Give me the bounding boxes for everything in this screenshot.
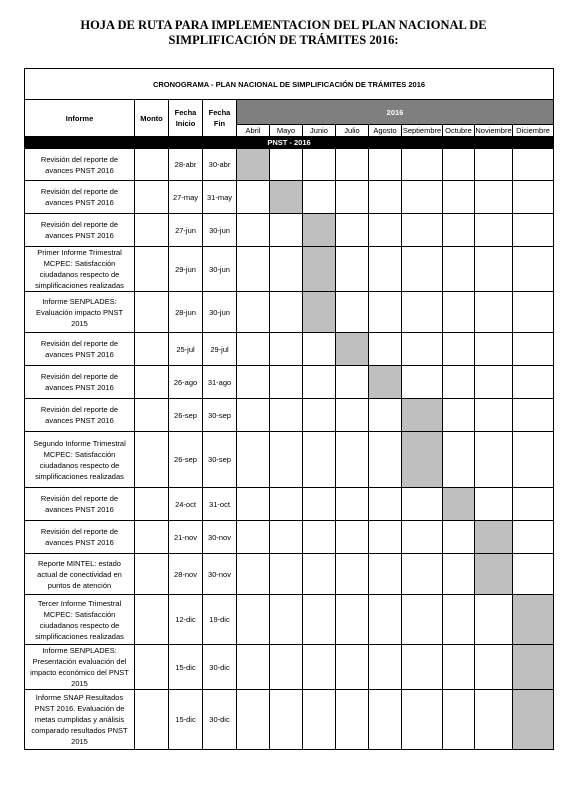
month-cell xyxy=(443,554,475,595)
task-end-date: 30-dic xyxy=(203,690,237,750)
month-cell xyxy=(369,645,402,690)
active-month-cell xyxy=(475,554,513,595)
month-cell xyxy=(513,366,554,399)
active-month-cell xyxy=(303,247,336,292)
month-cell xyxy=(513,333,554,366)
month-cell xyxy=(369,595,402,645)
month-cell xyxy=(402,292,443,333)
month-cell xyxy=(513,292,554,333)
active-month-cell xyxy=(402,432,443,488)
month-cell xyxy=(443,333,475,366)
month-header: Junio xyxy=(303,125,336,137)
month-cell xyxy=(270,521,303,554)
month-cell xyxy=(237,333,270,366)
month-cell xyxy=(402,521,443,554)
active-month-cell xyxy=(369,366,402,399)
task-start-date: 29-jun xyxy=(169,247,203,292)
month-cell xyxy=(336,214,369,247)
section-row xyxy=(25,137,554,149)
schedule-row xyxy=(25,366,554,399)
month-cell xyxy=(303,149,336,181)
month-cell xyxy=(369,432,402,488)
task-end-date: 19-dic xyxy=(203,595,237,645)
month-cell xyxy=(369,521,402,554)
month-cell xyxy=(270,399,303,432)
month-cell xyxy=(443,149,475,181)
task-start-date: 21-nov xyxy=(169,521,203,554)
header-monto: Monto xyxy=(135,100,169,137)
month-cell xyxy=(336,521,369,554)
title-line-2: SIMPLIFICACIÓN DE TRÁMITES 2016: xyxy=(168,33,399,47)
task-start-date: 15-dic xyxy=(169,645,203,690)
header-informe: Informe xyxy=(25,100,135,137)
month-cell xyxy=(369,214,402,247)
month-cell xyxy=(369,149,402,181)
month-cell xyxy=(237,432,270,488)
schedule-row xyxy=(25,645,554,690)
task-monto xyxy=(135,149,169,181)
month-header: Septiembre xyxy=(402,126,442,135)
task-monto xyxy=(135,399,169,432)
schedule-row xyxy=(25,149,554,181)
month-cell xyxy=(237,554,270,595)
month-cell xyxy=(237,690,270,750)
month-cell xyxy=(475,149,513,181)
month-cell xyxy=(369,181,402,214)
month-cell xyxy=(270,488,303,521)
month-cell xyxy=(475,488,513,521)
task-monto xyxy=(135,488,169,521)
month-cell xyxy=(303,366,336,399)
task-start-date: 25-jul xyxy=(169,333,203,366)
active-month-cell xyxy=(336,333,369,366)
month-cell xyxy=(270,595,303,645)
task-start-date: 27-may xyxy=(169,181,203,214)
month-cell xyxy=(369,554,402,595)
schedule-row xyxy=(25,333,554,366)
month-cell xyxy=(402,645,443,690)
header-row xyxy=(25,100,554,125)
task-start-date: 26-sep xyxy=(169,399,203,432)
month-cell xyxy=(402,333,443,366)
month-cell xyxy=(336,247,369,292)
section-label: PNST - 2016 xyxy=(25,137,554,149)
active-month-cell xyxy=(513,690,554,750)
task-monto xyxy=(135,554,169,595)
month-header: Agosto xyxy=(369,125,402,137)
task-end-date: 30-sep xyxy=(203,399,237,432)
task-name: Revisión del reporte de avances PNST 2016 xyxy=(25,488,135,521)
month-cell xyxy=(270,554,303,595)
task-end-date: 29-jul xyxy=(203,333,237,366)
month-cell xyxy=(475,366,513,399)
month-cell xyxy=(303,554,336,595)
task-end-date: 30-dic xyxy=(203,645,237,690)
month-cell xyxy=(513,521,554,554)
month-cell xyxy=(237,645,270,690)
month-cell xyxy=(237,247,270,292)
month-cell xyxy=(303,595,336,645)
month-cell xyxy=(270,645,303,690)
caption-row xyxy=(25,69,554,100)
month-cell xyxy=(513,247,554,292)
month-cell xyxy=(336,292,369,333)
month-header: Diciembre xyxy=(513,125,554,137)
title-line-1: HOJA DE RUTA PARA IMPLEMENTACION DEL PLAN NACIONAL DE xyxy=(80,18,487,32)
month-cell xyxy=(270,333,303,366)
month-cell xyxy=(402,488,443,521)
month-cell xyxy=(270,214,303,247)
task-start-date: 28-abr xyxy=(169,149,203,181)
month-cell xyxy=(369,399,402,432)
task-monto xyxy=(135,181,169,214)
schedule-table-body xyxy=(25,66,554,750)
task-start-date: 26-ago xyxy=(169,366,203,399)
month-cell xyxy=(513,399,554,432)
month-cell xyxy=(336,595,369,645)
month-cell xyxy=(402,149,443,181)
month-cell xyxy=(475,432,513,488)
month-header: Julio xyxy=(336,125,369,137)
month-cell xyxy=(513,149,554,181)
task-name: Revisión del reporte de avances PNST 2016 xyxy=(25,333,135,366)
month-cell xyxy=(402,690,443,750)
active-month-cell xyxy=(513,645,554,690)
month-cell xyxy=(270,149,303,181)
task-start-date: 26-sep xyxy=(169,432,203,488)
task-end-date: 30-abr xyxy=(203,149,237,181)
task-start-date: 28-jun xyxy=(169,292,203,333)
table-caption: CRONOGRAMA - PLAN NACIONAL DE SIMPLIFICACIÓN DE TRÁMITES 2016 xyxy=(25,69,554,100)
schedule-row xyxy=(25,247,554,292)
month-cell xyxy=(237,366,270,399)
task-end-date: 31-may xyxy=(203,181,237,214)
month-header: Octubre xyxy=(443,125,475,137)
active-month-cell xyxy=(513,595,554,645)
month-cell xyxy=(336,366,369,399)
month-cell xyxy=(336,554,369,595)
active-month-cell xyxy=(237,149,270,181)
task-end-date: 31-oct xyxy=(203,488,237,521)
task-name: Revisión del reporte de avances PNST 2016 xyxy=(25,149,135,181)
task-name: Informe SENPLADES: Presentación evaluación del impacto económico del PNST 2015 xyxy=(25,645,135,690)
month-cell xyxy=(513,554,554,595)
month-cell xyxy=(303,690,336,750)
schedule-row xyxy=(25,521,554,554)
task-start-date: 27-jun xyxy=(169,214,203,247)
task-monto xyxy=(135,247,169,292)
task-monto xyxy=(135,292,169,333)
month-cell xyxy=(369,247,402,292)
month-cell xyxy=(443,690,475,750)
month-cell xyxy=(303,645,336,690)
schedule-table xyxy=(24,66,554,750)
month-cell xyxy=(475,690,513,750)
task-name: Revisión del reporte de avances PNST 2016 xyxy=(25,366,135,399)
task-name: Revisión del reporte de avances PNST 2016 xyxy=(25,399,135,432)
schedule-row xyxy=(25,214,554,247)
active-month-cell xyxy=(475,521,513,554)
task-monto xyxy=(135,595,169,645)
month-header: Mayo xyxy=(270,125,303,137)
active-month-cell xyxy=(402,399,443,432)
month-cell xyxy=(475,645,513,690)
task-monto xyxy=(135,521,169,554)
month-cell xyxy=(513,488,554,521)
task-monto xyxy=(135,690,169,750)
month-cell xyxy=(402,214,443,247)
month-cell xyxy=(443,432,475,488)
month-cell xyxy=(303,333,336,366)
month-cell xyxy=(336,181,369,214)
month-cell xyxy=(237,399,270,432)
task-end-date: 30-jun xyxy=(203,247,237,292)
task-name: Revisión del reporte de avances PNST 2016 xyxy=(25,214,135,247)
month-cell xyxy=(402,554,443,595)
month-cell xyxy=(237,595,270,645)
task-name: Revisión del reporte de avances PNST 2016 xyxy=(25,521,135,554)
active-month-cell xyxy=(303,214,336,247)
month-cell xyxy=(369,488,402,521)
task-name: Reporte MINTEL: estado actual de conectividad en puntos de atención xyxy=(25,554,135,595)
month-cell xyxy=(513,432,554,488)
task-end-date: 31-ago xyxy=(203,366,237,399)
month-cell xyxy=(513,181,554,214)
task-monto xyxy=(135,645,169,690)
task-end-date: 30-jun xyxy=(203,214,237,247)
header-fecha-fin: Fecha Fin xyxy=(203,100,237,137)
month-cell xyxy=(237,488,270,521)
month-cell xyxy=(369,690,402,750)
month-cell xyxy=(270,292,303,333)
month-cell xyxy=(443,181,475,214)
month-cell xyxy=(270,366,303,399)
month-cell xyxy=(475,214,513,247)
task-start-date: 12-dic xyxy=(169,595,203,645)
task-name: Primer Informe Trimestral MCPEC: Satisfacción ciudadanos respecto de simplificaciones realizadas xyxy=(25,247,135,292)
task-name: Segundo Informe Trimestral MCPEC: Satisfacción ciudadanos respecto de simplificaciones realizadas xyxy=(25,432,135,488)
month-cell xyxy=(475,595,513,645)
month-cell xyxy=(513,214,554,247)
month-cell xyxy=(303,521,336,554)
task-start-date: 15-dic xyxy=(169,690,203,750)
month-cell xyxy=(270,690,303,750)
schedule-row xyxy=(25,432,554,488)
schedule-row xyxy=(25,292,554,333)
month-cell xyxy=(237,214,270,247)
schedule-row xyxy=(25,554,554,595)
month-cell xyxy=(303,181,336,214)
schedule-row xyxy=(25,595,554,645)
month-header: Noviembre xyxy=(475,126,512,135)
task-name: Revisión del reporte de avances PNST 2016 xyxy=(25,181,135,214)
task-end-date: 30-jun xyxy=(203,292,237,333)
month-cell xyxy=(303,432,336,488)
month-cell xyxy=(443,366,475,399)
task-end-date: 30-nov xyxy=(203,521,237,554)
month-cell xyxy=(303,399,336,432)
task-monto xyxy=(135,366,169,399)
month-cell xyxy=(475,292,513,333)
month-cell xyxy=(237,521,270,554)
schedule-row xyxy=(25,488,554,521)
active-month-cell xyxy=(303,292,336,333)
month-cell xyxy=(443,595,475,645)
task-start-date: 24-oct xyxy=(169,488,203,521)
month-cell xyxy=(443,214,475,247)
schedule-row xyxy=(25,181,554,214)
month-cell xyxy=(402,595,443,645)
header-fecha-inicio: Fecha Inicio xyxy=(169,100,203,137)
task-start-date: 28-nov xyxy=(169,554,203,595)
task-name: Informe SENPLADES: Evaluación impacto PNST 2015 xyxy=(25,292,135,333)
active-month-cell xyxy=(270,181,303,214)
task-end-date: 30-sep xyxy=(203,432,237,488)
month-cell xyxy=(336,432,369,488)
month-cell xyxy=(336,149,369,181)
month-cell xyxy=(270,247,303,292)
schedule-row xyxy=(25,690,554,750)
month-cell xyxy=(443,247,475,292)
month-cell xyxy=(475,333,513,366)
document-title xyxy=(0,18,567,48)
month-cell xyxy=(237,292,270,333)
task-name: Tercer Informe Trimestral MCPEC: Satisfacción ciudadanos respecto de simplificaciones realizadas xyxy=(25,595,135,645)
month-cell xyxy=(402,247,443,292)
month-cell xyxy=(303,488,336,521)
month-header: Abril xyxy=(237,125,270,137)
month-cell xyxy=(336,488,369,521)
month-cell xyxy=(336,645,369,690)
month-cell xyxy=(369,292,402,333)
task-monto xyxy=(135,214,169,247)
month-cell xyxy=(237,181,270,214)
month-cell xyxy=(402,366,443,399)
month-cell xyxy=(443,645,475,690)
task-monto xyxy=(135,333,169,366)
month-cell xyxy=(475,247,513,292)
month-cell xyxy=(270,432,303,488)
month-cell xyxy=(475,181,513,214)
task-end-date: 30-nov xyxy=(203,554,237,595)
month-cell xyxy=(443,521,475,554)
month-cell xyxy=(336,399,369,432)
active-month-cell xyxy=(443,488,475,521)
header-year: 2016 xyxy=(237,100,554,125)
month-cell xyxy=(443,292,475,333)
month-cell xyxy=(336,690,369,750)
month-cell xyxy=(369,333,402,366)
month-cell xyxy=(475,399,513,432)
task-monto xyxy=(135,432,169,488)
task-name: Informe SNAP Resultados PNST 2016. Evaluación de metas cumplidas y análisis comparado resultados PNST 2015 xyxy=(25,690,135,750)
month-cell xyxy=(402,181,443,214)
month-cell xyxy=(443,399,475,432)
schedule-table-container xyxy=(24,66,554,750)
schedule-row xyxy=(25,399,554,432)
